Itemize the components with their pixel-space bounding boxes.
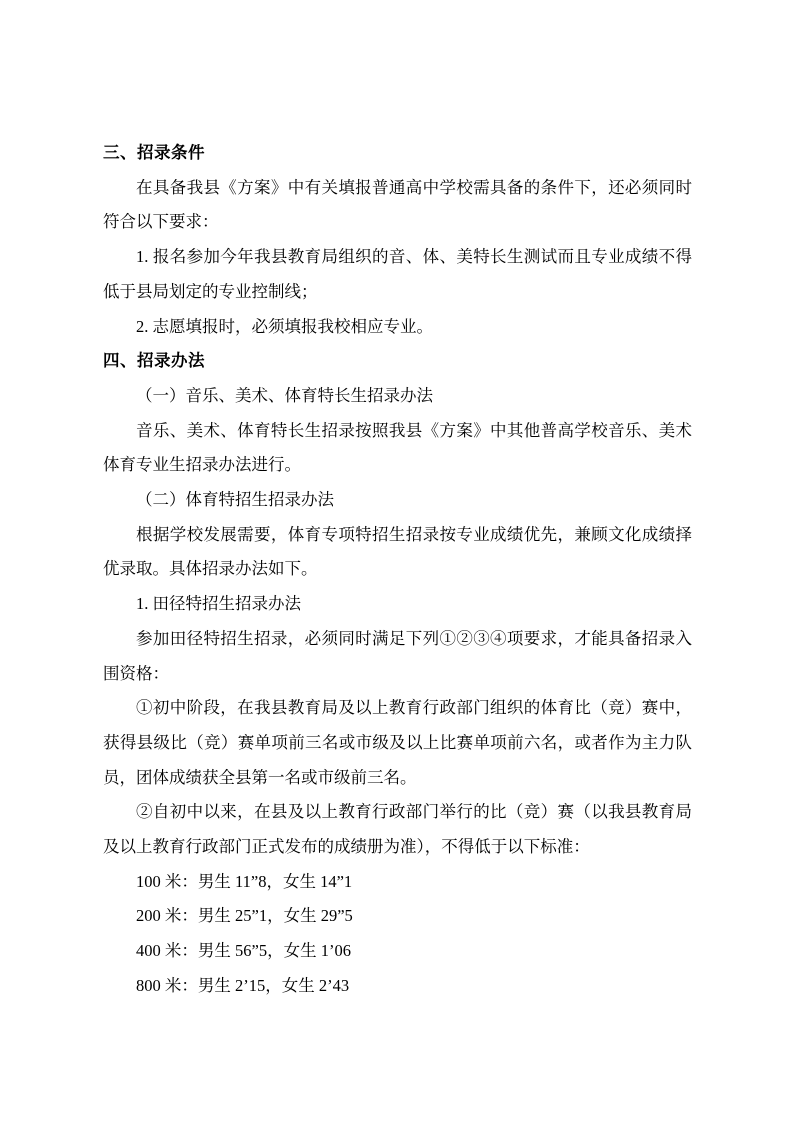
paragraph: 参加田径特招生招录，必须同时满足下列①②③④项要求，才能具备招录入围资格： bbox=[103, 628, 692, 683]
paragraph: 400 米：男生 56”5，女生 1’06 bbox=[136, 941, 351, 961]
paragraph: 800 米：男生 2’15，女生 2’43 bbox=[136, 975, 350, 995]
section-heading: 三、招录条件 bbox=[103, 144, 205, 162]
section-heading: 四、招录办法 bbox=[103, 352, 205, 371]
paragraph: （一）音乐、美术、体育特长生招录办法 bbox=[136, 385, 433, 405]
paragraph: 音乐、美术、体育特长生招录按照我县《方案》中其他普高学校音乐、美术体育专业生招录办法进行。 bbox=[103, 420, 692, 475]
paragraph: 200 米：男生 25”1，女生 29”5 bbox=[136, 906, 353, 926]
paragraph: 1. 田径特招生招录办法 bbox=[136, 594, 301, 614]
paragraph: ①初中阶段，在我县教育局及以上教育行政部门组织的体育比（竞）赛中，获得县级比（竞）赛单项前三名或市级及以上比赛单项前六名，或者作为主力队员，团体成绩获全县第一名或市级前三名。 bbox=[103, 698, 692, 787]
paragraph: 在具备我县《方案》中有关填报普通高中学校需具备的条件下，还必须同时符合以下要求： bbox=[103, 177, 692, 232]
paragraph: ②自初中以来，在县及以上教育行政部门举行的比（竞）赛（以我县教育局及以上教育行政部门正式发布的成绩册为准），不得低于以下标准： bbox=[103, 802, 692, 857]
paragraph: 2. 志愿填报时，必须填报我校相应专业。 bbox=[136, 316, 433, 336]
paragraph: 1. 报名参加今年我县教育局组织的音、体、美特长生测试而且专业成绩不得低于县局划定的专业控制线； bbox=[103, 247, 692, 301]
paragraph: 根据学校发展需要，体育专项特招生招录按专业成绩优先，兼顾文化成绩择优录取。具体招录办法如下。 bbox=[103, 524, 692, 579]
paragraph: （二）体育特招生招录办法 bbox=[136, 490, 334, 510]
paragraph: 100 米：男生 11”8，女生 14”1 bbox=[136, 871, 353, 891]
document-body bbox=[103, 136, 692, 1004]
